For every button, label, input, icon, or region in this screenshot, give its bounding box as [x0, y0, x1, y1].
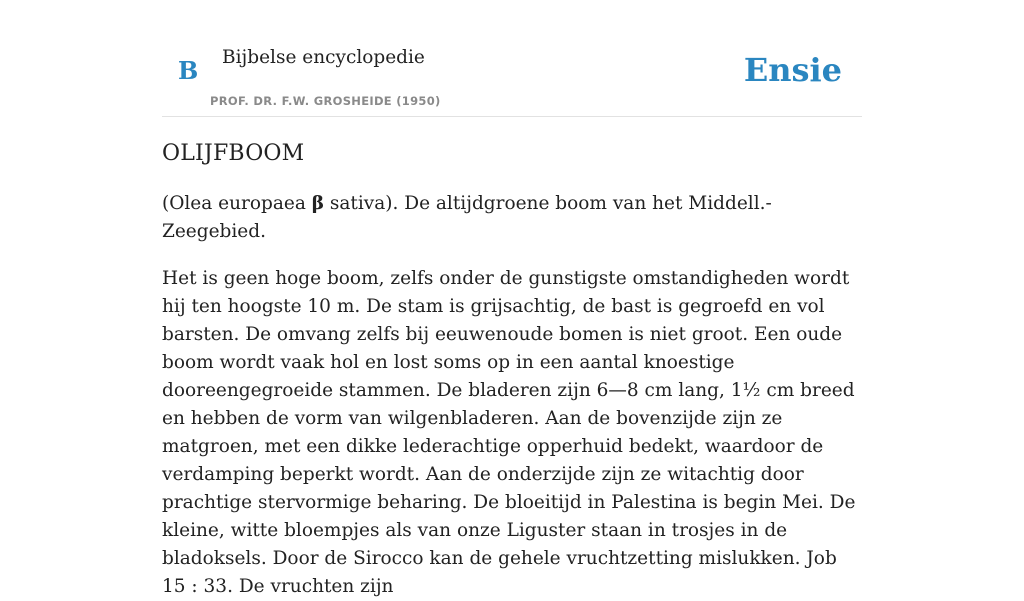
- lead-beta-symbol: β: [311, 193, 325, 214]
- entry-title: OLIJFBOOM: [162, 141, 305, 166]
- book-letter-icon[interactable]: B: [178, 56, 199, 85]
- brand-logo[interactable]: Ensie: [743, 51, 842, 89]
- lead-text-end: sativa). De altijdgroene boom van het Middell.-Zeegebied.: [162, 193, 772, 242]
- lead-text-start: (Olea europaea: [162, 193, 312, 214]
- entry-body-paragraph: Het is geen hoge boom, zelfs onder de gunstigste omstandigheden wordt hij ten hoogste 10 m. De stam is grijsachtig, de bast is gegroefd en vol barsten. De omvang zelfs bij eeuwenoude bomen is niet groot. Een oude boom wordt vaak hol en lost soms op in een aantal knoestige dooreengegroeide stammen. De bladeren zijn 6—8 cm lang, 1½ cm breed en hebben de vorm van wilgenbladeren. Aan de bovenzijde zijn ze matgroen, met een dikke lederachtige opperhuid bedekt, waardoor de verdamping beperkt wordt. Aan de onderzijde zijn ze witachtig door prachtige stervormige beharing. De bloeitijd in Palestina is begin Mei. De kleine, witte bloempjes als van onze Liguster staan in trosjes in de bladoksels. Door de Sirocco kan de gehele vruchtzetting mislukken. Job 15 : 33. De vruchten zijn: [162, 268, 856, 597]
- article: [162, 138, 862, 601]
- entry-lead-paragraph: [162, 190, 862, 246]
- book-author: PROF. DR. F.W. GROSHEIDE (1950): [210, 94, 441, 108]
- book-title[interactable]: Bijbelse encyclopedie: [222, 47, 425, 68]
- header: [162, 0, 862, 117]
